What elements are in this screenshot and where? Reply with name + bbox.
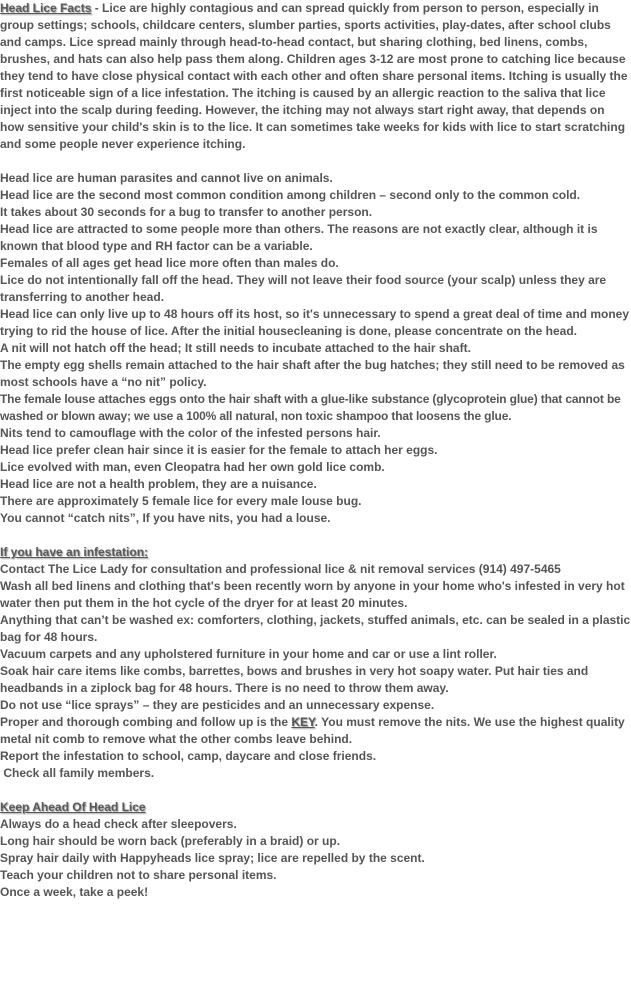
infestation-item: Do not use “lice sprays” – they are pesticides and an unnecessary expense. xyxy=(0,698,435,712)
tip-item: Teach your children not to share personal items. xyxy=(0,868,277,882)
tip-item: Spray hair daily with Happyheads lice spray; lice are repelled by the scent. xyxy=(0,851,425,865)
infestation-item: Vacuum carpets and any upholstered furniture in your home and car or use a lint roller. xyxy=(0,647,497,661)
fact-item: The empty egg shells remain attached to the hair shaft after the bug hatches; they still need to be removed as most schools have a “no nit” policy. xyxy=(0,358,625,389)
intro-paragraph xyxy=(0,0,631,153)
fact-item: Head lice can only live up to 48 hours off its host, so it's unnecessary to spend a great deal of time and money trying to rid the house of lice. After the initial housecleaning is done, please concentrate on the head. xyxy=(0,307,630,338)
infestation-item: Report the infestation to school, camp, daycare and close friends. xyxy=(0,749,377,763)
fact-item: Head lice are not a health problem, they are a nuisance. xyxy=(0,477,317,491)
infestation-section xyxy=(0,544,631,782)
facts-list xyxy=(0,170,631,527)
fact-item: The female louse attaches eggs onto the hair shaft with a glue-like substance (glycoprotein glue) that cannot be washed or blown away; we use a 100% all natural, non toxic shampoo that loosens the glue. xyxy=(0,392,621,423)
fact-item: Nits tend to camouflage with the color of the infested persons hair. xyxy=(0,426,381,440)
infestation-item: Check all family members. xyxy=(0,766,155,780)
fact-item: It takes about 30 seconds for a bug to transfer to another person. xyxy=(0,205,373,219)
section-spacer xyxy=(0,782,631,799)
infestation-item: Soak hair care items like combs, barrettes, bows and brushes in very hot soapy water. Put hair ties and headbands in a ziplock bag for 48 hours. There is no need to throw them away. xyxy=(0,664,589,695)
keep-ahead-heading: Keep Ahead Of Head Lice xyxy=(0,800,146,814)
infestation-item: Wash all bed linens and clothing that's been recently worn by anyone in your home who's infested in very hot water then put them in the hot cycle of the dryer for at least 20 minutes. xyxy=(0,579,625,610)
section-spacer xyxy=(0,527,631,544)
infestation-item: Contact The Lice Lady for consultation and professional lice & nit removal services (914) 497-5465 xyxy=(0,562,561,576)
fact-item: Lice do not intentionally fall off the head. They will not leave their food source (your scalp) unless they are transferring to another head. xyxy=(0,273,607,304)
tip-item: Once a week, take a peek! xyxy=(0,885,149,899)
infestation-heading: If you have an infestation: xyxy=(0,545,149,559)
fact-item: Head lice prefer clean hair since it is easier for the female to attach her eggs. xyxy=(0,443,438,457)
fact-item: A nit will not hatch off the head; It still needs to incubate attached to the hair shaft. xyxy=(0,341,471,355)
combing-text-before: Proper and thorough combing and follow up is the xyxy=(0,715,292,729)
infestation-item: Anything that can’t be washed ex: comforters, clothing, jackets, stuffed animals, etc. can be sealed in a plastic bag for 48 hours. xyxy=(0,613,631,644)
fact-item: Females of all ages get head lice more often than males do. xyxy=(0,256,339,270)
key-emphasis: KEY xyxy=(291,715,315,729)
tip-item: Always do a head check after sleepovers. xyxy=(0,817,237,831)
keep-ahead-section xyxy=(0,799,631,901)
fact-item: There are approximately 5 female lice for every male louse bug. xyxy=(0,494,362,508)
combing-text-after: . You must remove the nits. We use the highest quality metal nit comb to remove what the other combs leave behind. xyxy=(0,715,625,746)
fact-item: You cannot “catch nits”, If you have nits, you had a louse. xyxy=(0,511,331,525)
section-spacer xyxy=(0,153,631,170)
head-lice-facts-heading: Head Lice Facts xyxy=(0,1,92,15)
fact-item: Head lice are human parasites and cannot live on animals. xyxy=(0,171,333,185)
tip-item: Long hair should be worn back (preferably in a braid) or up. xyxy=(0,834,341,848)
fact-item: Lice evolved with man, even Cleopatra had her own gold lice comb. xyxy=(0,460,385,474)
intro-text: - Lice are highly contagious and can spread quickly from person to person, especially in group settings; schools, childcare centers, slumber parties, sports activities, play-dates, after school clubs and camps. Lice spread mainly through head-to-head contact, but sharing clothing, bed linens, combs, brushes, and hats can also help pass them along. Children ages 3-12 are most prone to catching lice because they tend to have close physical contact with each other and often share personal items. Itching is usually the first noticeable sign of a lice infestation. The itching is caused by an allergic reaction to the saliva that lice inject into the scalp during feeding. However, the itching may not always start right away, that depends on how sensitive your child's skin is to the lice. It can sometimes take weeks for kids with lice to start scratching and some people never experience itching. xyxy=(0,1,628,151)
fact-item: Head lice are attracted to some people more than others. The reasons are not exactly clear, although it is known that blood type and RH factor can be a variable. xyxy=(0,222,598,253)
combing-item xyxy=(0,714,631,748)
fact-item: Head lice are the second most common condition among children – second only to the common cold. xyxy=(0,188,581,202)
